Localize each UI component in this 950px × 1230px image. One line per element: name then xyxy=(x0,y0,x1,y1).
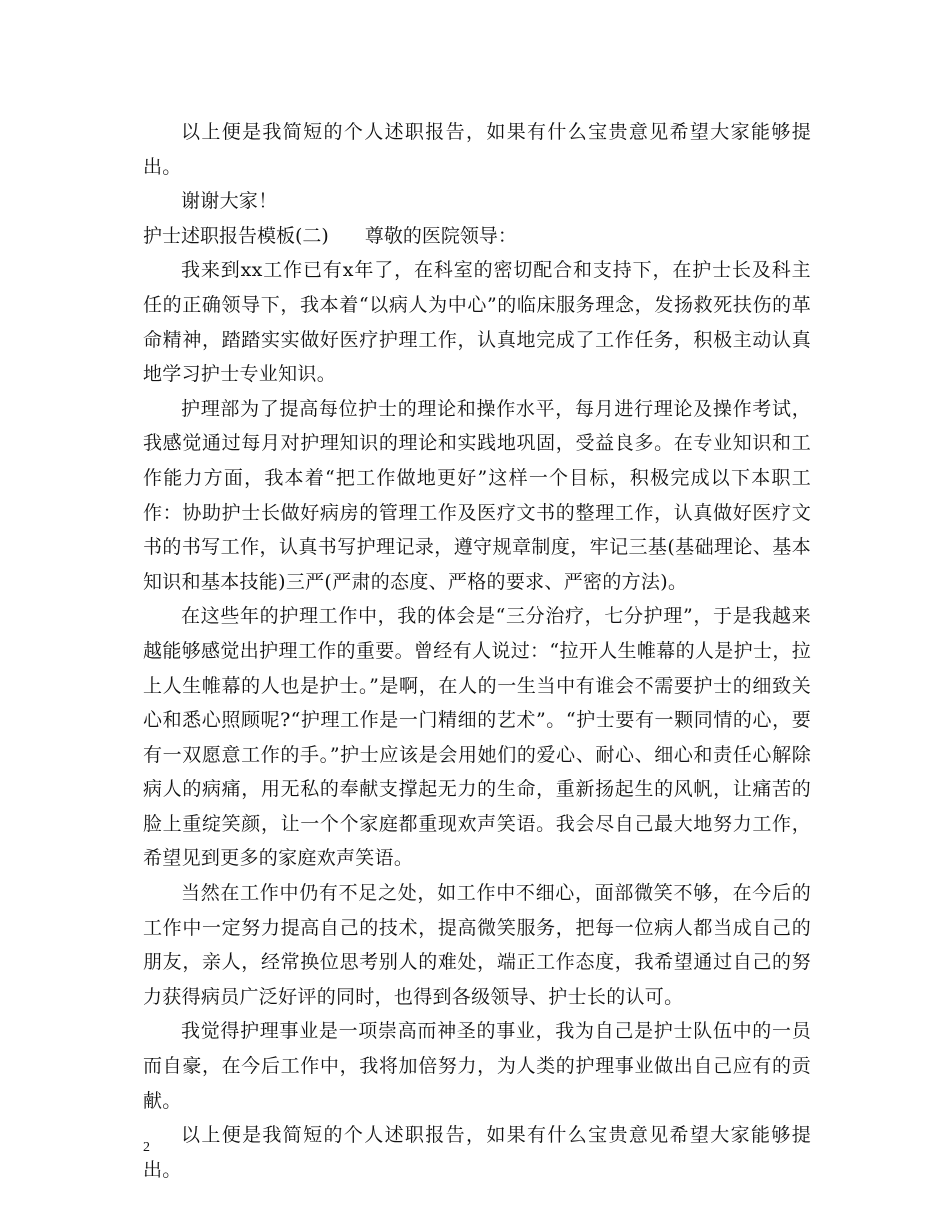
paragraph-training: 护理部为了提高每位护士的理论和操作水平，每月进行理论及操作考试，我感觉通过每月对护理知识的理论和实践地巩固，受益良多。在专业知识和工作能力方面，我本着“把工作做地更好”这样一个目标，积极完成以下本职工作：协助护士长做好病房的管理工作及医疗文书的整理工作，认真做好医疗文书的书写工作，认真书写护理记录，遵守规章制度，牢记三基(基础理论、基本知识和基本技能)三严(严肃的态度、严格的要求、严密的方法)。 xyxy=(143,397,811,593)
salutation: 尊敬的医院领导： xyxy=(364,224,517,247)
paragraph-shortcomings: 当然在工作中仍有不足之处，如工作中不细心，面部微笑不够，在今后的工作中一定努力提高自己的技术，提高微笑服务，把每一位病人都当成自己的朋友，亲人，经常换位思考别人的难处，端正工作态度，我希望通过自己的努力获得病员广泛好评的同时，也得到各级领导、护士长的认可。 xyxy=(143,882,811,1008)
page-number: 2 xyxy=(143,1140,150,1155)
paragraph-intro: 我来到xx工作已有x年了，在科室的密切配合和支持下，在护士长及科主任的正确领导下，我本着“以病人为中心”的临床服务理念，发扬救死扶伤的革命精神，踏踏实实做好医疗护理工作，认真地完成了工作任务，积极主动认真地学习护士专业知识。 xyxy=(143,259,811,386)
closing-paragraph-top: 以上便是我简短的个人述职报告，如果有什么宝贵意见希望大家能够提出。 xyxy=(143,121,811,178)
paragraph-experience: 在这些年的护理工作中，我的体会是“三分治疗，七分护理”，于是我越来越能够感觉出护理工作的重要。曾经有人说过：“拉开人生帷幕的人是护士，拉上人生帷幕的人也是护士。”是啊，在人的一生当中有谁会不需要护士的细致关心和悉心照顾呢?“护理工作是一门精细的艺术”。“护士要有一颗同情的心，要有一双愿意工作的手。”护士应该是会用她们的爱心、耐心、细心和责任心解除病人的病痛，用无私的奉献支撑起无力的生命，重新扬起生的风帆，让痛苦的脸上重绽笑颜，让一个个家庭都重现欢声笑语。我会尽自己最大地努力工作，希望见到更多的家庭欢声笑语。 xyxy=(143,605,811,870)
paragraph-closing: 以上便是我简短的个人述职报告，如果有什么宝贵意见希望大家能够提出。 xyxy=(143,1124,811,1181)
thanks-line: 谢谢大家！ xyxy=(181,190,278,213)
paragraph-commitment: 我觉得护理事业是一项崇高而神圣的事业，我为自己是护士队伍中的一员而自豪，在今后工作中，我将加倍努力，为人类的护理事业做出自己应有的贡献。 xyxy=(143,1020,811,1112)
document-body xyxy=(143,115,811,1187)
section-title: 护士述职报告模板(二) xyxy=(143,224,329,247)
section-heading xyxy=(143,219,811,254)
